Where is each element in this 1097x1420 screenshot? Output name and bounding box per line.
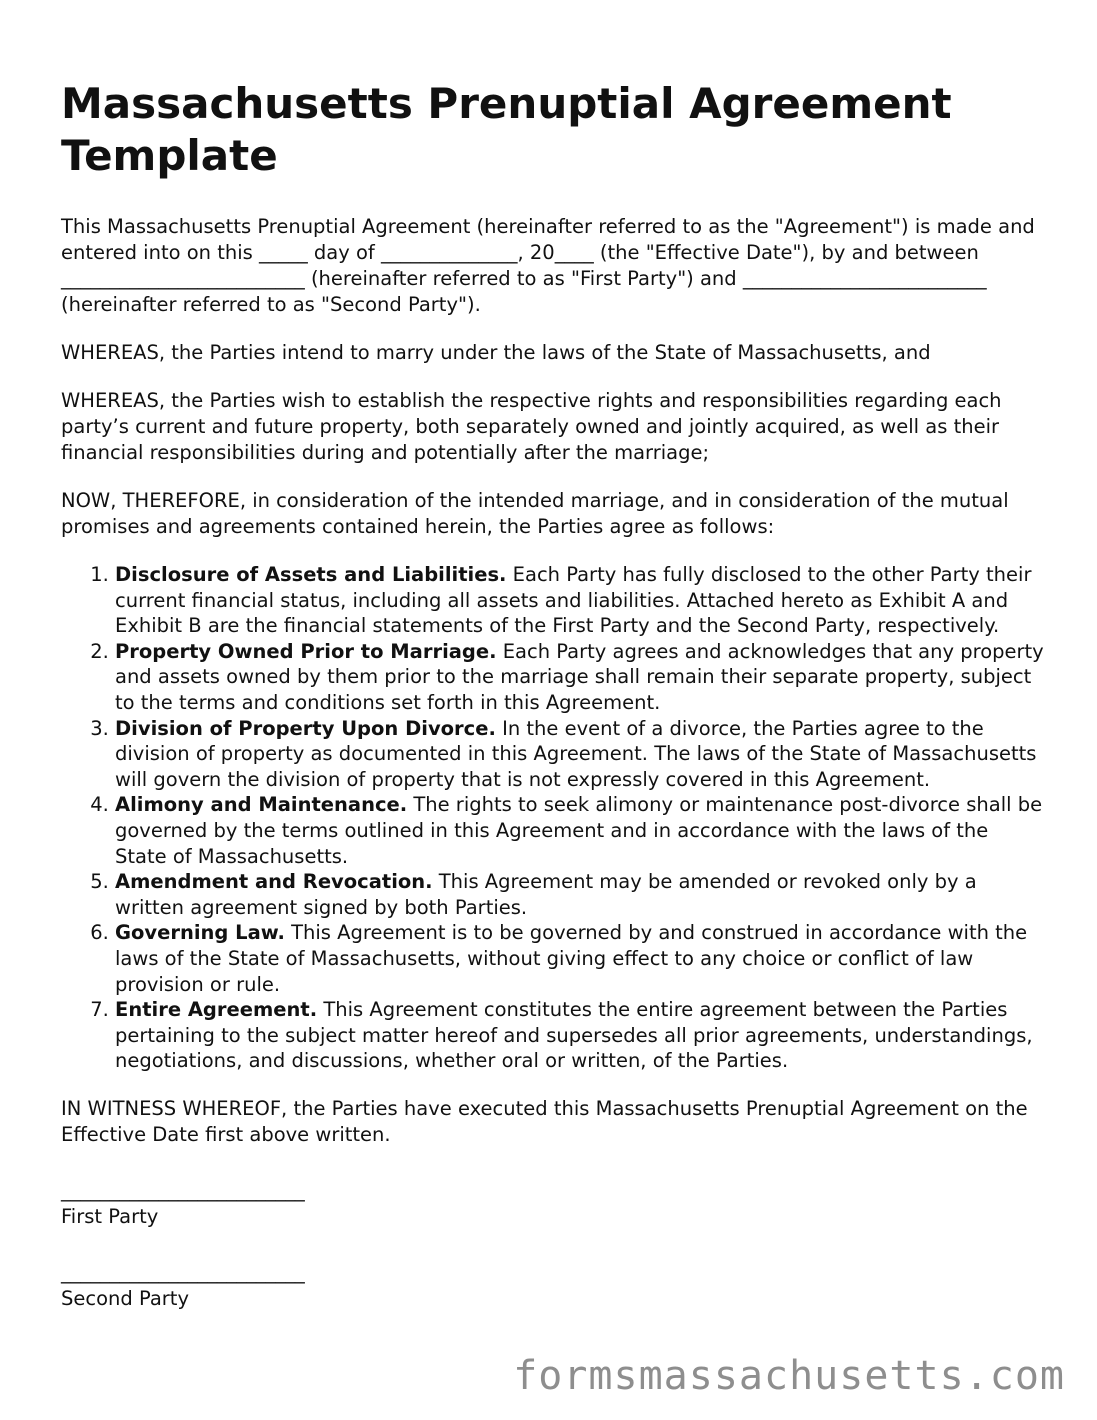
signature-label: Second Party xyxy=(61,1286,189,1310)
clause-heading: Disclosure of Assets and Liabilities. xyxy=(115,563,507,586)
clause-item xyxy=(115,639,1046,716)
clause-text: This Agreement constitutes the entire agreement between the Parties pertaining to the subject matter hereof and supersedes all prior agreements, understandings, negotiations, and discussions, whether oral or written, of the Parties. xyxy=(115,998,1033,1073)
clause-text: This Agreement may be amended or revoked only by a written agreement signed by both Parties. xyxy=(115,870,977,919)
clause-heading: Amendment and Revocation. xyxy=(115,870,433,894)
clause-heading: Property Owned Prior to Marriage. xyxy=(115,639,497,663)
document-title: Massachusetts Prenuptial Agreement Template xyxy=(61,79,952,180)
intro-paragraph: This Massachusetts Prenuptial Agreement (hereinafter referred to as the "Agreement") is made and entered into on this _____ day of ______________, 20____ (the "Effective Date"), by and between _________________________ (hereinafter referred to as "First Party") and _________________________ (hereinafter referred to as "Second Party"). xyxy=(61,215,1035,316)
signature-block-first-party xyxy=(61,1178,1046,1230)
clause-text: The rights to seek alimony or maintenance post-divorce shall be governed by the terms outlined in this Agreement and in accordance with the laws of the State of Massachusetts. xyxy=(115,793,1043,868)
site-watermark: formsmassachusetts.com xyxy=(513,1353,1065,1399)
clause-text: Each Party agrees and acknowledges that any property and assets owned by them prior to the marriage shall remain their separate property, subject to the terms and conditions set forth in this Agreement. xyxy=(115,639,1044,714)
now-therefore-paragraph: NOW, THEREFORE, in consideration of the intended marriage, and in consideration of the mutual promises and agreements contained herein, the Parties agree as follows: xyxy=(61,489,1009,538)
whereas-paragraph-1: WHEREAS, the Parties intend to marry under the laws of the State of Massachusetts, and xyxy=(61,341,931,364)
signature-line: _________________________ xyxy=(61,1260,305,1284)
clause-heading: Governing Law. xyxy=(115,921,285,945)
clause-item xyxy=(115,792,1046,869)
clause-heading: Entire Agreement. xyxy=(115,998,318,1022)
clause-text: This Agreement is to be governed by and construed in accordance with the laws of the State of Massachusetts, without giving effect to any choice or conflict of law provision or rule. xyxy=(115,921,1028,996)
signature-label: First Party xyxy=(61,1204,159,1228)
clause-item xyxy=(115,920,1046,997)
clause-text: In the event of a divorce, the Parties agree to the division of property as documented in this Agreement. The laws of the State of Massachusetts will govern the division of property that is not expressly covered in this Agreement. xyxy=(115,716,1037,791)
clause-item xyxy=(115,869,1046,920)
clauses-list xyxy=(61,562,1046,1074)
clause-item xyxy=(115,997,1046,1074)
clause-heading: Division of Property Upon Divorce. xyxy=(115,716,496,740)
clause-item xyxy=(115,562,1046,639)
signature-line: _________________________ xyxy=(61,1178,305,1202)
clause-item xyxy=(115,716,1046,793)
whereas-paragraph-2: WHEREAS, the Parties wish to establish the respective rights and responsibilities regarding each party’s current and future property, both separately owned and jointly acquired, as well as their financial responsibilities during and potentially after the marriage; xyxy=(61,389,1002,464)
signature-block-second-party xyxy=(61,1260,1046,1312)
document-page xyxy=(61,78,1046,1312)
clause-text: Each Party has fully disclosed to the other Party their current financial status, including all assets and liabilities. Attached hereto as Exhibit A and Exhibit B are the financial statements of the First Party and the Second Party, respectively. xyxy=(115,563,1032,638)
witness-paragraph: IN WITNESS WHEREOF, the Parties have executed this Massachusetts Prenuptial Agreement on the Effective Date first above written. xyxy=(61,1096,1028,1146)
clause-heading: Alimony and Maintenance. xyxy=(115,793,408,817)
